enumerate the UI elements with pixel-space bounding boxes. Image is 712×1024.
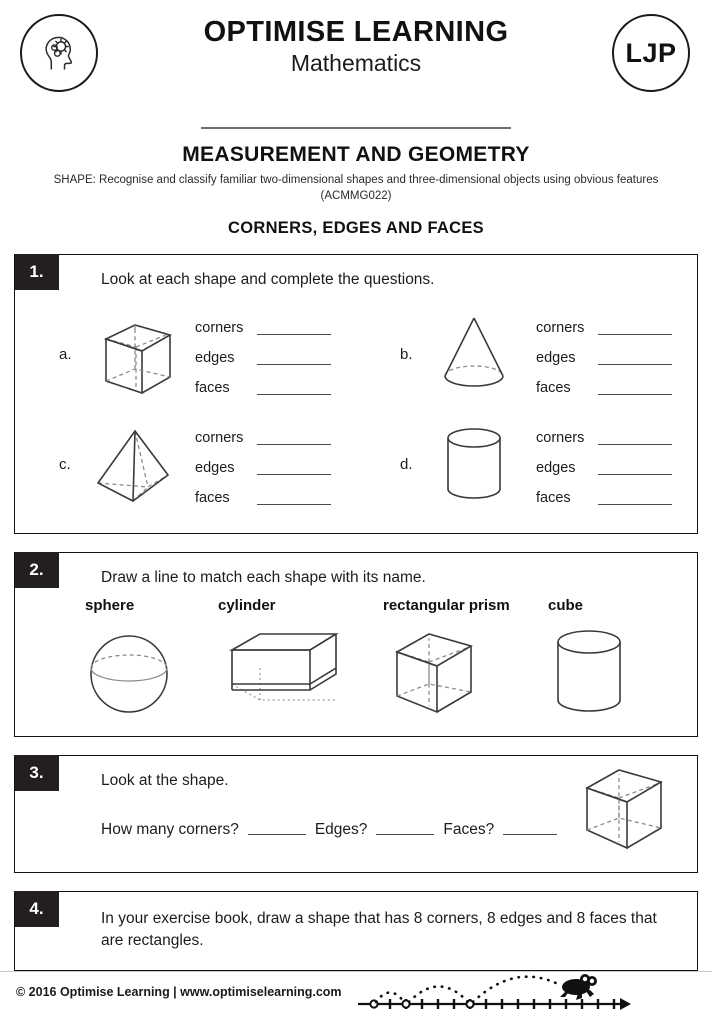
page-header xyxy=(0,0,712,118)
answer-label: faces xyxy=(536,490,571,507)
brand-logo-badge xyxy=(20,14,98,92)
shape-name-rectangular-prism[interactable]: rectangular prism xyxy=(383,596,510,614)
answer-blank[interactable] xyxy=(598,364,672,365)
answer-row xyxy=(195,340,331,370)
answer-row xyxy=(536,340,672,370)
answer-blank[interactable] xyxy=(257,504,331,505)
question-3-number: 3. xyxy=(15,755,59,791)
question-1-answers-c xyxy=(195,420,331,510)
cylinder-shape[interactable] xyxy=(548,624,668,720)
question-1-answers-a xyxy=(195,310,331,400)
answer-blank[interactable] xyxy=(257,334,331,335)
question-1-box xyxy=(14,254,698,534)
answer-row xyxy=(536,450,672,480)
rectangular-prism-shape[interactable] xyxy=(218,628,383,720)
answer-blank[interactable] xyxy=(598,504,672,505)
answer-blank[interactable] xyxy=(598,394,672,395)
question-4-number: 4. xyxy=(15,891,59,927)
cube-shape[interactable] xyxy=(383,622,548,720)
topic-heading: CORNERS, EDGES AND FACES xyxy=(228,218,484,237)
answer-blank[interactable] xyxy=(598,334,672,335)
answer-label: corners xyxy=(195,430,244,447)
answer-blank[interactable] xyxy=(257,474,331,475)
answer-label: corners xyxy=(195,320,244,337)
question-2-shape-row xyxy=(15,614,697,736)
frog-on-number-line-icon xyxy=(354,971,644,1013)
answer-blank-edges[interactable] xyxy=(376,834,434,835)
question-1-item-b xyxy=(356,301,697,409)
answer-blank[interactable] xyxy=(257,444,331,445)
answer-row xyxy=(195,370,331,400)
answer-label: edges xyxy=(195,350,235,367)
question-1-grid xyxy=(15,289,697,533)
answer-row xyxy=(536,420,672,450)
answer-blank[interactable] xyxy=(257,394,331,395)
square-pyramid-shape xyxy=(85,421,181,509)
title-block xyxy=(115,16,597,78)
cube-shape xyxy=(85,311,181,399)
question-1-number: 1. xyxy=(15,254,59,290)
answer-label: corners xyxy=(536,320,585,337)
question-1-answers-b xyxy=(536,310,672,400)
answer-blank[interactable] xyxy=(257,364,331,365)
answer-label: corners xyxy=(536,430,585,447)
cube-shape xyxy=(575,762,679,854)
question-2-prompt: Draw a line to match each shape with its name. xyxy=(101,568,426,586)
answer-row xyxy=(195,450,331,480)
question-3-body xyxy=(15,756,697,872)
page-footer xyxy=(0,972,712,1012)
question-1-item-d xyxy=(356,411,697,519)
header-divider xyxy=(201,127,511,129)
answer-label: edges xyxy=(195,460,235,477)
answer-row xyxy=(195,420,331,450)
question-1-item-a xyxy=(15,301,356,409)
copyright-text: © 2016 Optimise Learning | www.optimiselearning.com xyxy=(16,985,342,999)
answer-blank[interactable] xyxy=(598,444,672,445)
page-title: OPTIMISE LEARNING xyxy=(203,16,509,48)
question-4-prompt: In your exercise book, draw a shape that has 8 corners, 8 edges and 8 faces that are rectangles. xyxy=(101,909,657,949)
strand-heading: MEASUREMENT AND GEOMETRY xyxy=(182,143,530,166)
cone-shape xyxy=(426,310,522,400)
answer-row xyxy=(195,310,331,340)
initials-badge xyxy=(612,14,690,92)
page-subtitle: Mathematics xyxy=(290,50,422,77)
sub-question-edges: Edges? xyxy=(314,820,368,838)
sphere-shape[interactable] xyxy=(85,624,218,720)
answer-row xyxy=(536,370,672,400)
shape-name-sphere[interactable]: sphere xyxy=(85,596,135,614)
answer-blank-faces[interactable] xyxy=(503,834,557,835)
question-2-number: 2. xyxy=(15,552,59,588)
question-1-prompt: Look at each shape and complete the questions. xyxy=(101,270,435,288)
question-1-answers-d xyxy=(536,420,672,510)
sub-question-corners: How many corners? xyxy=(101,820,239,838)
initials-badge-label: LJP xyxy=(625,37,677,68)
question-3-prompt: Look at the shape. xyxy=(101,771,229,789)
question-2-name-row xyxy=(15,587,697,614)
item-letter: c. xyxy=(59,456,71,474)
question-3-box xyxy=(14,755,698,873)
answer-row xyxy=(536,310,672,340)
item-letter: d. xyxy=(400,456,413,474)
item-letter: b. xyxy=(400,346,413,364)
answer-row xyxy=(536,480,672,510)
answer-row xyxy=(195,480,331,510)
curriculum-descriptor: SHAPE: Recognise and classify familiar two-dimensional shapes and three-dimensional objects using obvious features (ACMMG022) xyxy=(53,174,659,202)
head-with-gears-icon xyxy=(34,28,84,78)
cylinder-shape xyxy=(426,421,522,509)
question-2-box xyxy=(14,552,698,737)
shape-name-cylinder[interactable]: cylinder xyxy=(218,596,276,614)
answer-label: faces xyxy=(536,380,571,397)
answer-label: faces xyxy=(195,380,230,397)
answer-label: faces xyxy=(195,490,230,507)
answer-blank-corners[interactable] xyxy=(248,834,306,835)
question-1-item-c xyxy=(15,411,356,519)
item-letter: a. xyxy=(59,346,72,364)
answer-blank[interactable] xyxy=(598,474,672,475)
answer-label: edges xyxy=(536,460,576,477)
sub-question-faces: Faces? xyxy=(443,820,495,838)
shape-name-cube[interactable]: cube xyxy=(548,596,584,614)
answer-label: edges xyxy=(536,350,576,367)
question-4-box xyxy=(14,891,698,971)
